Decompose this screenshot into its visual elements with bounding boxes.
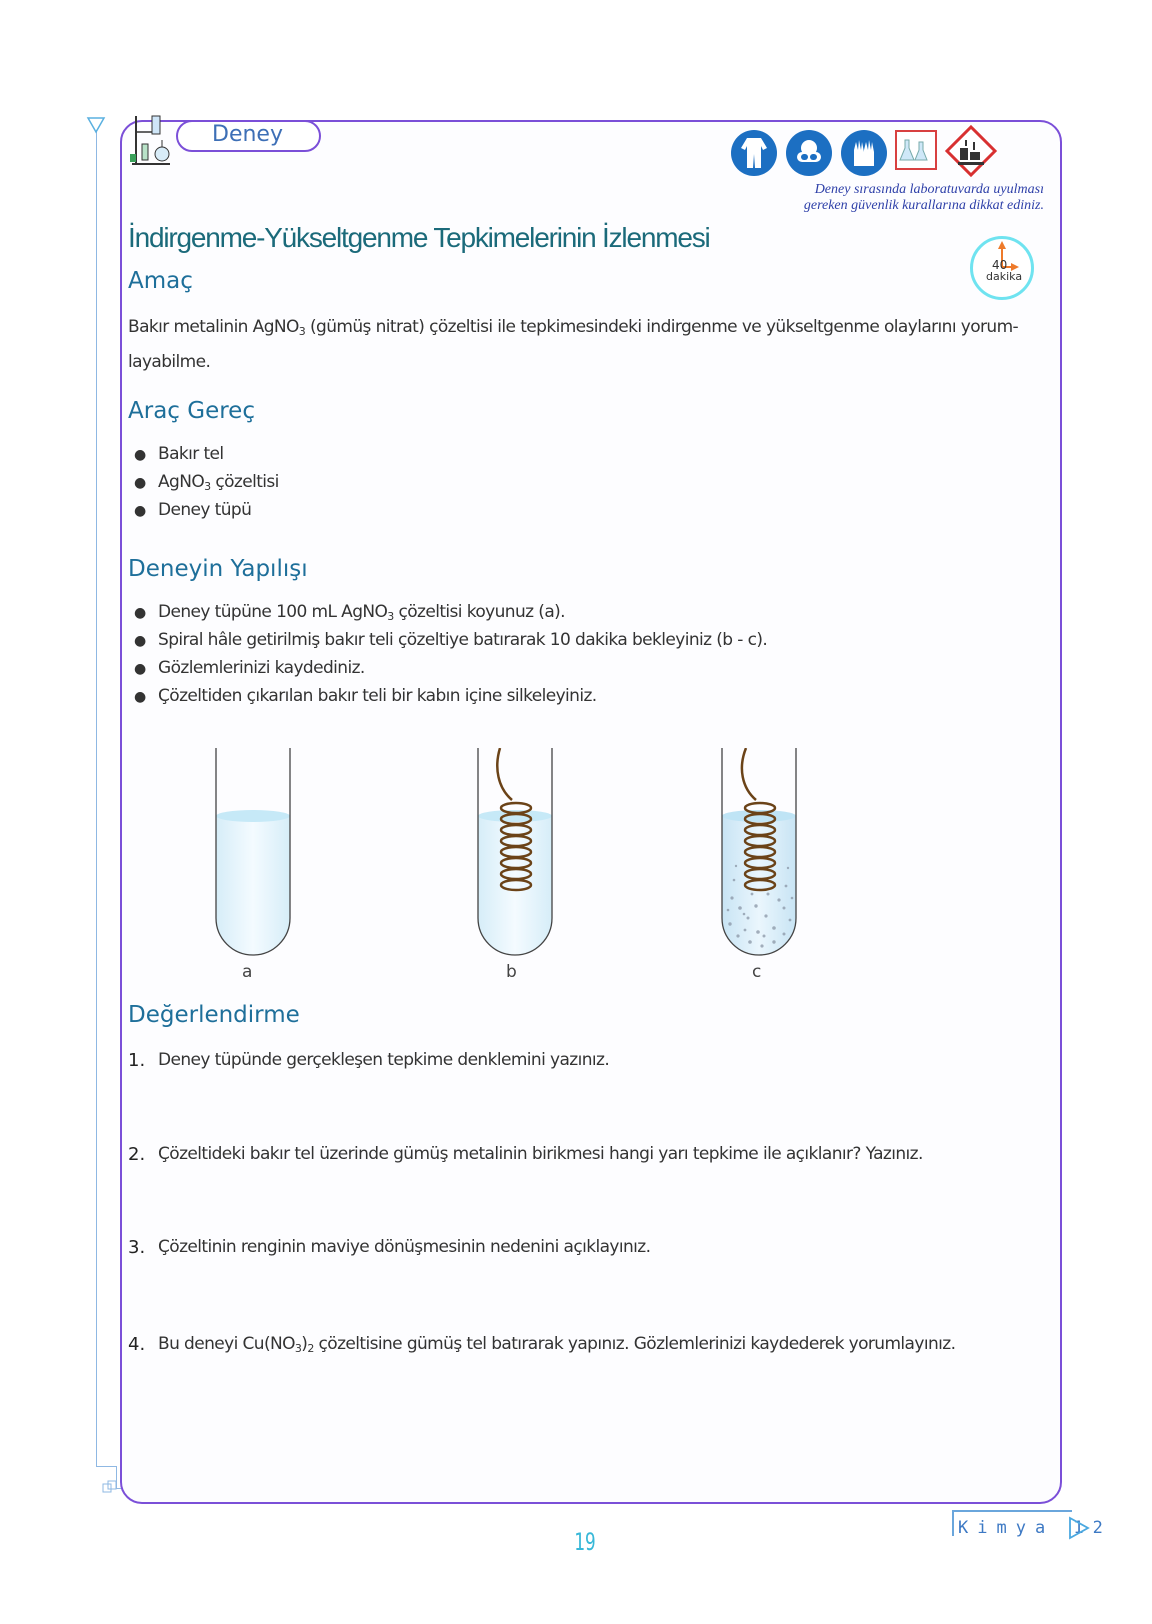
section-tag-label: Deney (212, 122, 283, 147)
bullet-icon: ● (134, 605, 146, 621)
heading-amac: Amaç (128, 268, 193, 294)
question-text (158, 1334, 955, 1355)
question-text: Çözeltinin renginin maviye dönüşmesinin nedenini açıklayınız. (158, 1237, 651, 1257)
corrosive-hazard-icon (944, 124, 998, 178)
heading-degerlendirme: Değerlendirme (128, 1002, 300, 1028)
list-item-text: Spiral hâle getirilmiş bakır teli çözeltiye batırarak 10 dakika bekleyiniz (b - c). (158, 630, 768, 650)
lab-apparatus-icon (128, 110, 174, 168)
goggles-icon (786, 130, 832, 176)
test-tube-illustration (200, 748, 820, 962)
list-item-text: AgNO (158, 472, 205, 492)
list-item-text: Deney tüpü (158, 500, 252, 520)
corner-marker-icon (102, 1480, 118, 1494)
list-item-text: çözeltisi (215, 472, 279, 492)
amac-text-part1: Bakır metalinin AgNO (128, 317, 299, 337)
amac-subscript: 3 (298, 325, 306, 338)
bullet-icon: ● (134, 633, 146, 649)
bullet-icon: ● (134, 447, 146, 463)
bullet-icon: ● (134, 689, 146, 705)
question-text: Deney tüpünde gerçekleşen tepkime denklemini yazınız. (158, 1050, 610, 1070)
subscript: 3 (204, 480, 211, 493)
amac-text (128, 312, 1048, 378)
list-item (134, 686, 597, 706)
list-item-text: Gözlemlerinizi kaydediniz. (158, 658, 365, 678)
tube-b (478, 748, 552, 955)
guide-line-left (96, 130, 97, 1466)
amac-text-line2: layabilme. (128, 352, 211, 372)
tube-c (722, 748, 796, 955)
question-number: 3. (128, 1237, 146, 1258)
list-item-text: Bakır tel (158, 444, 224, 464)
subscript: 3 (294, 1342, 302, 1355)
question-text-part3: çözeltisine gümüş tel batırarak yapınız. Gözlemlerinizi kaydederek yorumlayınız. (313, 1334, 956, 1354)
heading-deneyin-yapilisi: Deneyin Yapılışı (128, 556, 308, 582)
glassware-icon (895, 130, 937, 170)
list-item (134, 500, 251, 520)
tube-label-c: c (752, 962, 762, 982)
page-number: 19 (574, 1528, 596, 1556)
tube-label-a: a (242, 962, 253, 982)
bullet-icon: ● (134, 661, 146, 677)
list-item (134, 472, 279, 493)
question-number: 2. (128, 1144, 146, 1165)
safety-note (734, 182, 1044, 214)
question-text-part2: ) (301, 1334, 308, 1354)
question-text-part1: Bu deneyi Cu(NO (158, 1334, 295, 1354)
list-item-text: çözeltisi koyunuz (a). (393, 602, 565, 622)
tube-label-b: b (506, 962, 517, 982)
question-text: Çözeltideki bakır tel üzerinde gümüş metalinin birikmesi hangi yarı tepkime ile açıklanır? Yazınız. (158, 1144, 923, 1164)
page-title: İndirgenme-Yükseltgenme Tepkimelerinin İzlenmesi (128, 222, 710, 253)
triangle-marker-icon (86, 116, 106, 134)
question-number: 1. (128, 1050, 146, 1071)
guide-line-corner (96, 1466, 116, 1467)
list-item (134, 444, 224, 464)
timer-value: 40 (992, 258, 1008, 272)
list-item (134, 658, 365, 678)
list-item (134, 630, 767, 650)
tube-a (216, 748, 290, 955)
list-item-text: Deney tüpüne 100 mL AgNO (158, 602, 388, 622)
question-number: 4. (128, 1334, 146, 1355)
timer-unit: dakika (986, 270, 1023, 283)
list-item (134, 602, 565, 623)
subscript: 3 (387, 610, 394, 623)
lab-coat-icon (731, 130, 777, 176)
book-name: Kimya 12 (958, 1518, 1112, 1538)
triangle-right-icon (1068, 1516, 1090, 1540)
bullet-icon: ● (134, 503, 146, 519)
bullet-icon: ● (134, 475, 146, 491)
heading-arac-gerec: Araç Gereç (128, 398, 255, 424)
safety-note-line1: Deney sırasında laboratuvarda uyulması (814, 182, 1044, 197)
subscript: 2 (307, 1342, 314, 1355)
safety-note-line2: gereken güvenlik kurallarına dikkat ediniz. (803, 198, 1044, 213)
gloves-icon (841, 130, 887, 176)
list-item-text: Çözeltiden çıkarılan bakır teli bir kabın içine silkeleyiniz. (158, 686, 597, 706)
amac-text-part2: (gümüş nitrat) çözeltisi ile tepkimesindeki indirgenme ve yükseltgenme olaylarını yorum- (305, 317, 1019, 337)
